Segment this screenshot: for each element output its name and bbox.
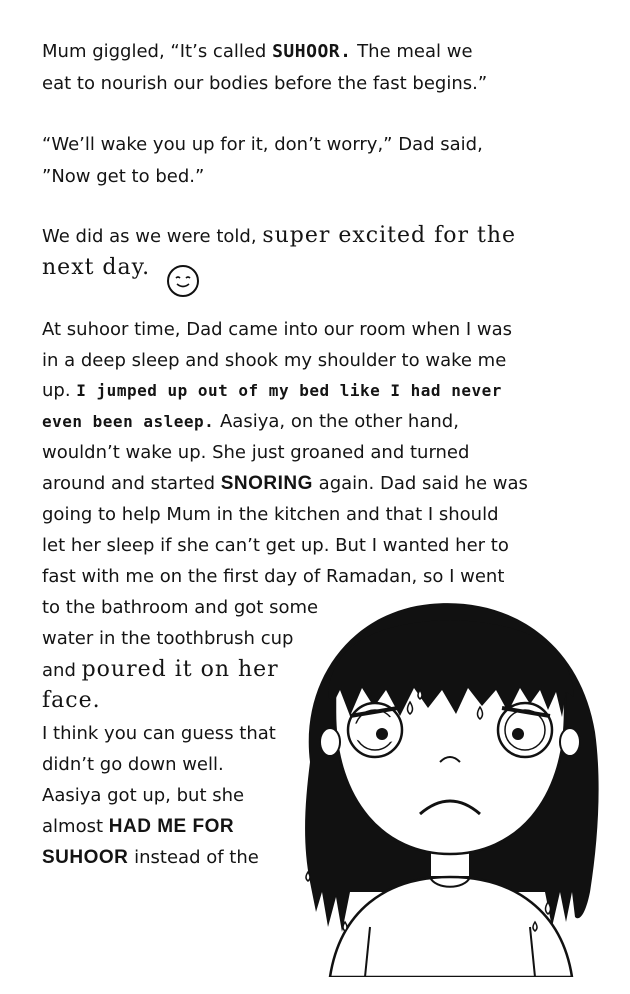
text-line xyxy=(42,379,502,403)
text-line xyxy=(42,349,506,373)
text-line xyxy=(42,753,224,777)
text-run: Mum giggled, “It’s called xyxy=(42,41,273,62)
text-run: wouldn’t wake up. She just groaned and turned xyxy=(42,442,470,463)
text-line xyxy=(42,627,293,651)
emphasis-text: next day. xyxy=(42,255,151,280)
text-run: At suhoor time, Dad came into our room when I was xyxy=(42,319,513,340)
emphasis-text: even been asleep. xyxy=(42,412,215,431)
text-line xyxy=(42,133,483,157)
emphasis-text: HAD ME FOR xyxy=(108,816,235,837)
text-run: eat to nourish our bodies before the fast begins.” xyxy=(42,73,488,94)
text-line xyxy=(42,256,150,281)
text-run: The meal we xyxy=(351,41,473,62)
text-run: again. Dad said he was xyxy=(312,473,528,494)
crying-wet-girl-illustration xyxy=(290,592,610,977)
text-run: ”Now get to bed.” xyxy=(42,166,205,187)
text-line xyxy=(42,472,528,496)
text-line xyxy=(42,596,318,620)
text-line xyxy=(42,165,204,189)
smiley-face-icon xyxy=(163,262,203,300)
text-run: in a deep sleep and shook my shoulder to wake me xyxy=(42,350,507,371)
emphasis-text: SUHOOR xyxy=(42,847,129,868)
text-run: and xyxy=(42,660,82,681)
text-run: to the bathroom and got some xyxy=(42,597,319,618)
text-line xyxy=(42,722,276,746)
emphasis-text: SNORING xyxy=(220,473,313,494)
text-run: going to help Mum in the kitchen and that I should xyxy=(42,504,499,525)
text-run: “We’ll wake you up for it, don’t worry,” Dad said, xyxy=(42,134,483,155)
text-line xyxy=(42,689,101,714)
emphasis-text: poured it on her xyxy=(81,657,279,682)
text-line xyxy=(42,784,244,808)
text-run: didn’t go down well. xyxy=(42,754,224,775)
text-line xyxy=(42,441,469,465)
text-line xyxy=(42,72,487,96)
text-run: fast with me on the first day of Ramadan, so I went xyxy=(42,566,505,587)
emphasis-text: face. xyxy=(42,688,101,713)
text-run: almost xyxy=(42,816,109,837)
text-line xyxy=(42,318,512,342)
text-run: I think you can guess that xyxy=(42,723,276,744)
text-line xyxy=(42,815,234,839)
emphasis-text: I jumped up out of my bed like I had never xyxy=(76,381,502,400)
text-line xyxy=(42,658,279,683)
text-line xyxy=(42,224,516,249)
text-run: instead of the xyxy=(128,847,259,868)
text-run: around and started xyxy=(42,473,221,494)
text-line xyxy=(42,410,459,434)
text-run: water in the toothbrush cup xyxy=(42,628,294,649)
text-line xyxy=(42,846,259,870)
emphasis-text: SUHOOR. xyxy=(272,41,352,62)
text-line xyxy=(42,40,473,64)
text-run: We did as we were told, xyxy=(42,226,263,247)
text-run: Aasiya, on the other hand, xyxy=(214,411,459,432)
text-line xyxy=(42,503,499,527)
text-run: let her sleep if she can’t get up. But I wanted her to xyxy=(42,535,509,556)
emphasis-text: super excited for the xyxy=(262,223,517,248)
text-run: up. xyxy=(42,380,77,401)
text-line xyxy=(42,565,504,589)
text-run: Aasiya got up, but she xyxy=(42,785,245,806)
text-line xyxy=(42,534,509,558)
